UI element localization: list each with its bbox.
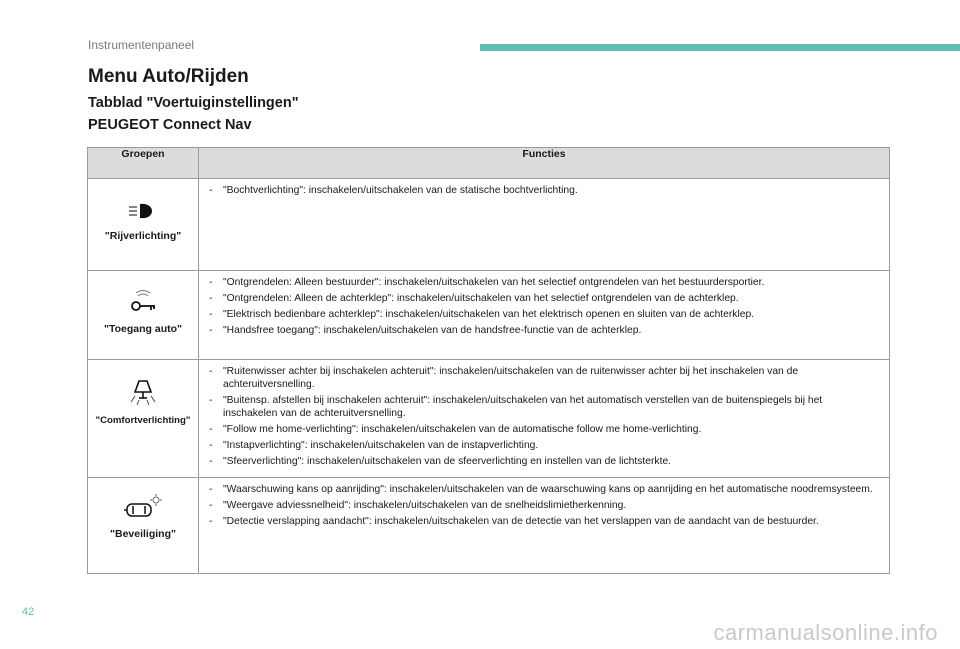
group-cell (88, 478, 199, 574)
functions-table (87, 147, 890, 574)
header-functions: Functies (199, 148, 890, 179)
section-heading: PEUGEOT Connect Nav (88, 117, 252, 133)
list-item: - "Elektrisch bedienbare achterklep": inschakelen/uitschakelen van het elektrisch openen en sluiten van de achterklep. (209, 309, 755, 320)
table-header-row (88, 148, 890, 179)
group-label: "Toegang auto" (103, 323, 182, 335)
functions-cell (199, 271, 890, 360)
watermark-text: carmanualsonline.info (713, 620, 938, 645)
group-label: "Comfortverlichting" (95, 415, 191, 426)
header-accent-bar (480, 44, 960, 51)
group-label: "Rijverlichting" (104, 230, 182, 242)
list-item: - "Instapverlichting": inschakelen/uitschakelen van de instapverlichting. (209, 440, 539, 451)
header-section-label: Instrumentenpaneel (88, 38, 195, 52)
comfort-lamp-icon (126, 376, 160, 408)
page-subtitle: Tabblad "Voertuiginstellingen" (88, 95, 299, 111)
list-item: - "Sfeerverlichting": inschakelen/uitschakelen van de sfeerverlichting en instellen van de lichtsterkte. (209, 456, 672, 467)
page-number: 42 (22, 606, 35, 618)
functions-cell (199, 179, 890, 271)
list-item: - "Follow me home-verlichting": inschakelen/uitschakelen van de automatische follow me home-verlichting. (209, 424, 702, 435)
group-cell (88, 179, 199, 271)
cornering-light-icon (126, 198, 160, 224)
header-groups: Groepen (88, 148, 199, 179)
list-item: - "Bochtverlichting": inschakelen/uitschakelen van de statische bochtverlichting. (209, 185, 578, 196)
group-cell (88, 360, 199, 478)
list-item: - "Ruitenwisser achter bij inschakelen achteruit": inschakelen/uitschakelen van de ruitenwisser achter bij het inschakelen van de achteruitversnelling. (209, 366, 799, 390)
table-row (88, 478, 890, 574)
list-item: - "Handsfree toegang": inschakelen/uitschakelen van de handsfree-functie van de achterklep. (209, 325, 642, 336)
list-item: - "Ontgrendelen: Alleen bestuurder": inschakelen/uitschakelen van het selectief ontgrendelen van het bestuurdersportier. (209, 277, 765, 288)
functions-cell (199, 478, 890, 574)
table-row (88, 271, 890, 360)
list-item: - "Buitensp. afstellen bij inschakelen achteruit": inschakelen/uitschakelen van het automatisch verstellen van de buitenspiegels bij het inschakelen van de achteruitversnelling. (209, 395, 823, 419)
table-row (88, 360, 890, 478)
list-item: - "Waarschuwing kans op aanrijding": inschakelen/uitschakelen van de waarschuwing kans op aanrijding en het automatische noodremsysteem. (209, 484, 873, 495)
key-access-icon (126, 287, 160, 317)
group-cell (88, 271, 199, 360)
list-item: - "Ontgrendelen: Alleen de achterklep": inschakelen/uitschakelen van het selectief ontgrendelen van de achterklep. (209, 293, 739, 304)
list-item: - "Weergave adviessnelheid": inschakelen/uitschakelen van de snelheidslimietherkenning. (209, 500, 627, 511)
table-row (88, 179, 890, 271)
group-label: "Beveiliging" (110, 528, 176, 540)
list-item: - "Detectie verslapping aandacht": inschakelen/uitschakelen van de detectie van het verslappen van de aandacht van de bestuurder. (209, 516, 819, 527)
safety-car-icon (123, 494, 163, 522)
page-title: Menu Auto/Rijden (88, 66, 249, 87)
functions-cell (199, 360, 890, 478)
